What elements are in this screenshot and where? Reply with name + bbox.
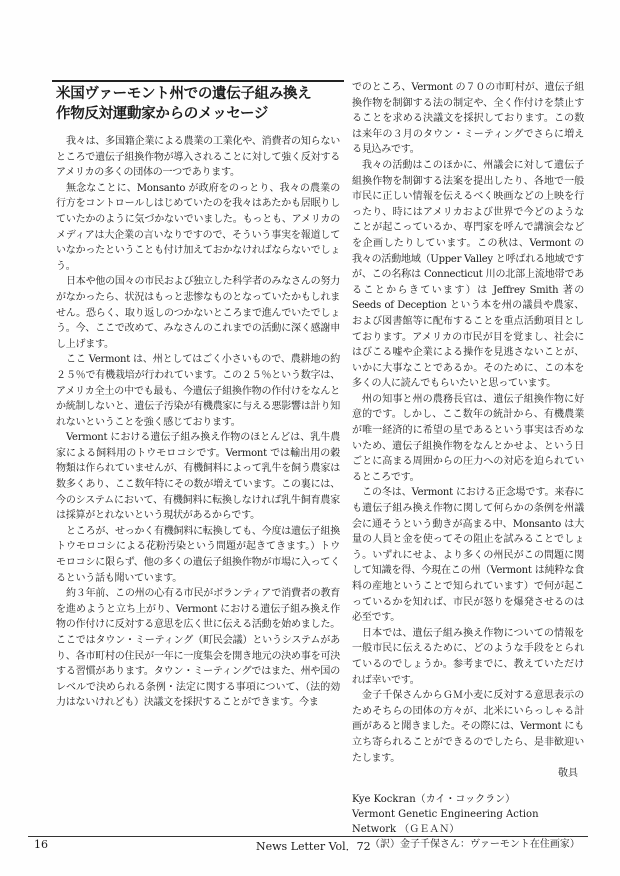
author-organization: Vermont Genetic Engineering Action Network （ＧＥＡＮ） — [352, 808, 539, 835]
translator-credit: （訳）金子千保さん：ヴァーモント在住画家） — [370, 838, 580, 850]
article-title-line-2: 作物反対運動家からのメッセージ — [56, 106, 269, 122]
signoff: 敬具 — [558, 768, 578, 780]
paragraph: 我々は、多国籍企業による農業の工業化や、消費者の知らないところで遺伝子組換作物が導入されることに対して強く反対するアメリカの多くの団体の一つであります。 — [56, 136, 340, 179]
paragraph-continued: でのところ、Vermont の７０の市町村が、遺伝子組換作物を制御する法の制定や、全く作付けを禁止することを求める決議文を採択しております。この数は来年の３月のタウン・ミーティングでさらに増える見込みです。 — [352, 82, 584, 156]
paragraph: 日本や他の国々の市民および独立した科学者のみなさんの努力がなかったら、状況はもっと悲惨なものとなっていたかもしれません。恐らく、取り返しのつかないところまで進んでいたでしょう。今、ここで改めて、みなさんのこれまでの活動に深く感謝申し上げます。 — [56, 276, 340, 350]
paragraph: この冬は、Vermont における正念場です。来春にも遺伝子組み換え作物に関して何らかの条例を州議会に通そうという動きが高まる中、Monsanto は大量の人員と金を使ってその阻止を試みることでしょう。いずれにせよ、より多くの州民がこの問題に関して知識を得、今現在この州（Vermont は純粋な食料の産地ということで知られています）で何が起こっているかを知れば、市民が怒りを爆発させるのは必至です。 — [352, 487, 584, 624]
title-rule — [52, 80, 344, 82]
page-number: 16 — [34, 838, 48, 851]
paragraph: ところが、せっかく有機飼料に転換しても、今度は遺伝子組換トウモロコシによる花粉汚染という問題が起きてきます。）トウモロコシに限らず、他の多くの遺伝子組換作物が市場に入ってくるという話も聞いています。 — [56, 525, 340, 584]
paragraph: 無念なことに、Monsanto が政府をのっとり、我々の農業の行方をコントロールしはじめていたのを我々はあたかも居眠りしていたかのように気づかないでいました。もっとも、アメリカのメディアは大企業の言いなりですので、そういう事実を報道していなかったということも付け加えておかなければならないでしょう。 — [56, 182, 340, 272]
article-title-line-1: 米国ヴァーモント州での遺伝子組み換え — [56, 86, 312, 102]
footer-rule — [28, 836, 588, 837]
article-title — [56, 84, 340, 124]
paragraph: 日本では、遺伝子組み換え作物についての情報を一般市民に伝えるために、どのような手段をとられているのでしょうか。参考までに、教えていただければ幸いです。 — [352, 627, 584, 686]
paragraph: ここ Vermont は、州としてはごく小さいもので、農耕地の約２５％で有機栽培が行われています。この２５％という数字は、アメリカ全土の中でも最も、今遺伝子組換作物の作付けをなんとか統制しないと、遺伝子汚染が有機農家に与える悪影響は計り知れないということを強く感じております。 — [56, 354, 340, 428]
author-name: Kye Kockran（カイ・コックラン） — [352, 793, 516, 805]
paragraph: 我々の活動はこのほかに、州議会に対して遺伝子組換作物を制御する法案を提出したり、各地で一般市民に正しい情報を伝えるべく映画などの上映を行ったり、時にはアメリカおよび世界で今どのようなことが起こっているか、専門家を呼んで講演会などを企画したりしています。この秋は、Vermont の我々の活動地域（Upper Valley と呼ばれる地域ですが、この名称は Connecticut 川の北部上流地帯であることからきています）は Jeffrey Smith 著の Seeds of Deception という本を州の議員や農家、および図書館等に配布することを重点活動項目としております。アメリカの市民が目を覚まし、社会にはびこる嘘や企業による操作を見逃さないことが、いかに大事なことであるか。そのために、この本を多くの人に読んでもらいたいと思っています。 — [352, 159, 584, 390]
right-column — [352, 80, 584, 852]
paragraph: Vermont における遺伝子組み換え作物のほとんどは、乳牛農家による飼料用のトウモロコシです。Vermont では輸出用の穀物類は作られていませんが、有機飼料によって乳牛を飼う農家は数多くあり、ここ数年特にその数が増えています。この裏には、今のシステムにおいて、有機飼料に転換しなければ乳牛飼育農家は採算がとれないという現状があるからです。 — [56, 432, 340, 522]
newsletter-label: News Letter Vol．72 — [256, 840, 371, 853]
left-column — [56, 84, 340, 711]
paragraph: 州の知事と州の農務長官は、遺伝子組換作物に好意的です。しかし、ここ数年の統計から、有機農業が唯一経済的に希望の星であるという事実は否めないため、遺伝子組換作物をなんとかせよ、という日ごとに高まる周囲からの圧力への対応を迫られているところです。 — [352, 393, 584, 483]
paragraph: 約３年前、この州の心有る市民がボランティアで消費者の教育を進めようと立ち上がり、Vermont における遺伝子組み換え作物の作付けに反対する意思を広く世に伝える活動を始めました。ここではタウン・ミーティング（町民会議）というシステムがあり、各市町村の住民が一年に一度集会を開き地元の決め事を可決する習慣があります。タウン・ミーティングではまた、州や国のレベルで決められる条例・法定に関する事項について、（法的効力はないけれども）決議文を採択することができます。今ま — [56, 588, 340, 709]
paragraph: 金子千保さんからＧＭ小麦に反対する意思表示のためそちらの団体の方々が、北米にいらっしゃる計画があると聞きました。その際には、Vermont にも立ち寄られることができるのでしたら、是非歓迎いたします。 — [352, 690, 584, 764]
